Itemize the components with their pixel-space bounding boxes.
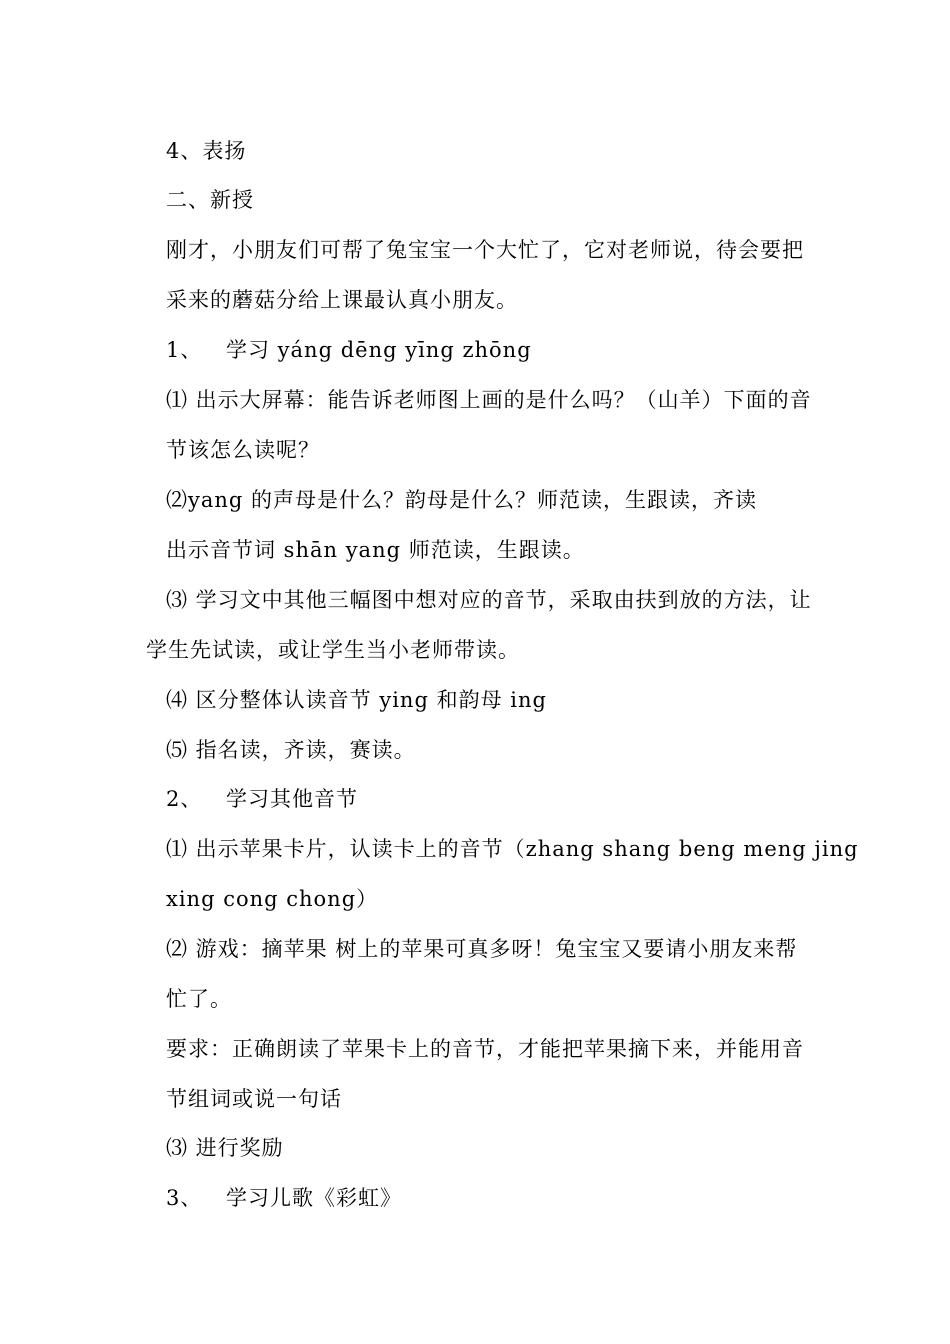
paragraph-line: ⑷ 区分整体认读音节 ying 和韵母 ing bbox=[166, 688, 547, 712]
paragraph-line: 出示音节词 shān yang 师范读，生跟读。 bbox=[166, 538, 585, 562]
paragraph-line: 采来的蘑菇分给上课最认真小朋友。 bbox=[166, 288, 518, 312]
numbered-heading-2 bbox=[166, 779, 358, 819]
paragraph-line: ⑸ 指名读，齐读，赛读。 bbox=[166, 738, 416, 762]
paragraph-line: ⑶ 学习文中其他三幅图中想对应的音节，采取由扶到放的方法，让 bbox=[166, 588, 812, 612]
paragraph-line: ⑵ 游戏：摘苹果 树上的苹果可真多呀！兔宝宝又要请小朋友来帮 bbox=[166, 937, 798, 961]
item-number: 2、 bbox=[166, 787, 203, 811]
paragraph-line: xing cong chong） bbox=[166, 887, 379, 911]
paragraph-line: 学生先试读，或让学生当小老师带读。 bbox=[146, 638, 520, 662]
paragraph-line: ⑶ 进行奖励 bbox=[166, 1136, 284, 1160]
item-number: 1、 bbox=[166, 338, 203, 362]
paragraph-line: 要求：正确朗读了苹果卡上的音节，才能把苹果摘下来，并能用音 bbox=[166, 1037, 804, 1061]
section-heading-new-lesson: 二、新授 bbox=[166, 188, 254, 212]
paragraph-line: 忙了。 bbox=[166, 987, 232, 1011]
paragraph-line: ⑴ 出示大屏幕：能告诉老师图上画的是什么吗？（山羊）下面的音 bbox=[166, 388, 812, 412]
item-title: 学习儿歌《彩虹》 bbox=[226, 1186, 402, 1210]
item-title: 学习其他音节 bbox=[226, 787, 358, 811]
paragraph-line: 节该怎么读呢？ bbox=[166, 438, 320, 462]
item-number: 3、 bbox=[166, 1186, 203, 1210]
numbered-heading-3 bbox=[166, 1178, 402, 1218]
item-title: 学习 yáng dēng yīng zhōng bbox=[226, 338, 532, 362]
paragraph-line: 节组词或说一句话 bbox=[166, 1087, 342, 1111]
paragraph-line: 刚才，小朋友们可帮了兔宝宝一个大忙了，它对老师说，待会要把 bbox=[166, 238, 804, 262]
paragraph-line: ⑵yang 的声母是什么？韵母是什么？师范读，生跟读，齐读 bbox=[166, 488, 758, 512]
numbered-heading-1 bbox=[166, 330, 532, 370]
paragraph-line: ⑴ 出示苹果卡片，认读卡上的音节（zhang shang beng meng jing bbox=[166, 837, 859, 861]
text-line-praise: 4、表扬 bbox=[166, 139, 247, 163]
